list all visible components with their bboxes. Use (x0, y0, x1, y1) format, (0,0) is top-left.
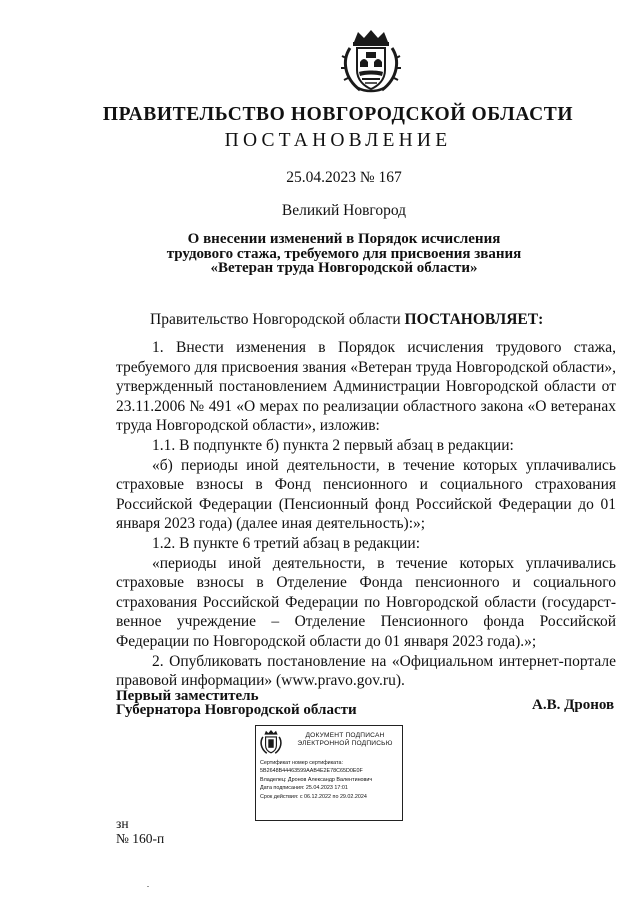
position-line: Губернатора Новгородской области (116, 701, 357, 718)
executor-initials: зн (116, 816, 129, 831)
scan-mark (147, 886, 149, 887)
subject-line: О внесении изменений в Порядок исчисления (187, 231, 501, 247)
document-body (116, 338, 616, 691)
paragraph: 1. Внести изменения в Порядок исчисления трудового стажа, требуемого для присвоения звания «Ветеран труда Новгородской области», утвержденный постановлением Администрации Новгородской области от 23.11.2006 № 491 «О мерах по реализации областного закона «О ветеранах труда Новгородской области», изложив: (116, 339, 616, 435)
date-and-number: 25.04.2023 № 167 (286, 169, 402, 186)
paragraph: 2. Опубликовать постановление на «Официальном интернет-портале правовой информации» (www.pravo.gov.ru). (116, 652, 616, 690)
stamp-title-line: ЭЛЕКТРОННОЙ ПОДПИСЬЮ (297, 740, 393, 748)
registration-number: № 160-п (116, 830, 165, 846)
stamp-validity: Срок действия: с 06.12.2022 по 29.02.2024 (260, 793, 367, 800)
preamble (150, 311, 543, 329)
paragraph: «периоды иной деятельности, в течение которых уплачивались страховые взносы в Отделение Фонда пенсионного и социального страхования Российской Федерации по Новгородской области (государственное учреждение – Отделение Пенсионного фонда Российской Федерации по Новгородской области до 01 января 2023 года).»; (116, 554, 616, 650)
stamp-signed-date: Дата подписания: 25.04.2023 17:01 (260, 785, 348, 792)
subject-line: трудового стажа, требуемого для присвоения звания (166, 245, 522, 262)
subject-line: «Ветеран труда Новгородской области» (210, 260, 478, 276)
preamble-text: Правительство Новгородской области (150, 311, 405, 328)
coat-of-arms-emblem (340, 28, 402, 94)
paragraph: 1.1. В подпункте б) пункта 2 первый абзац в редакции: (152, 436, 514, 454)
registration-note (116, 817, 164, 846)
city: Великий Новгород (281, 202, 407, 219)
preamble-resolves: ПОСТАНОВЛЯЕТ: (404, 311, 544, 328)
signatory-name: А.В. Дронов (532, 697, 615, 713)
paragraph: 1.2. В пункте 6 третий абзац в редакции: (152, 534, 421, 552)
position-line: Первый заместитель (116, 688, 259, 704)
stamp-emblem-icon (259, 729, 283, 755)
stamp-title (290, 732, 400, 749)
document-type: ПОСТАНОВЛЕНИЕ (224, 130, 452, 151)
paragraph: «б) периоды иной деятельности, в течение которых уплачивались страховые взносы в Фонд пенсионного и социального страхования Российской Федерации (Пенсионный фонд Российской Федерации до 01 января 2023 года) (далее иная деятельность):»; (116, 456, 616, 533)
signatory-position (116, 690, 357, 717)
stamp-cert-number: 5B2648B44463599AAB4E2E78C65D0E0F (260, 768, 363, 775)
electronic-signature-stamp (255, 725, 403, 821)
stamp-cert-label: Сертификат номер сертификата: (260, 760, 343, 766)
document-subject (24, 232, 640, 276)
stamp-title-line: ДОКУМЕНТ ПОДПИСАН (305, 732, 385, 739)
stamp-owner: Владелец: Дронов Александр Валентинович (260, 776, 373, 783)
government-name: ПРАВИТЕЛЬСТВО НОВГОРОДСКОЙ ОБЛАСТИ (102, 104, 574, 125)
stamp-details (260, 759, 402, 801)
